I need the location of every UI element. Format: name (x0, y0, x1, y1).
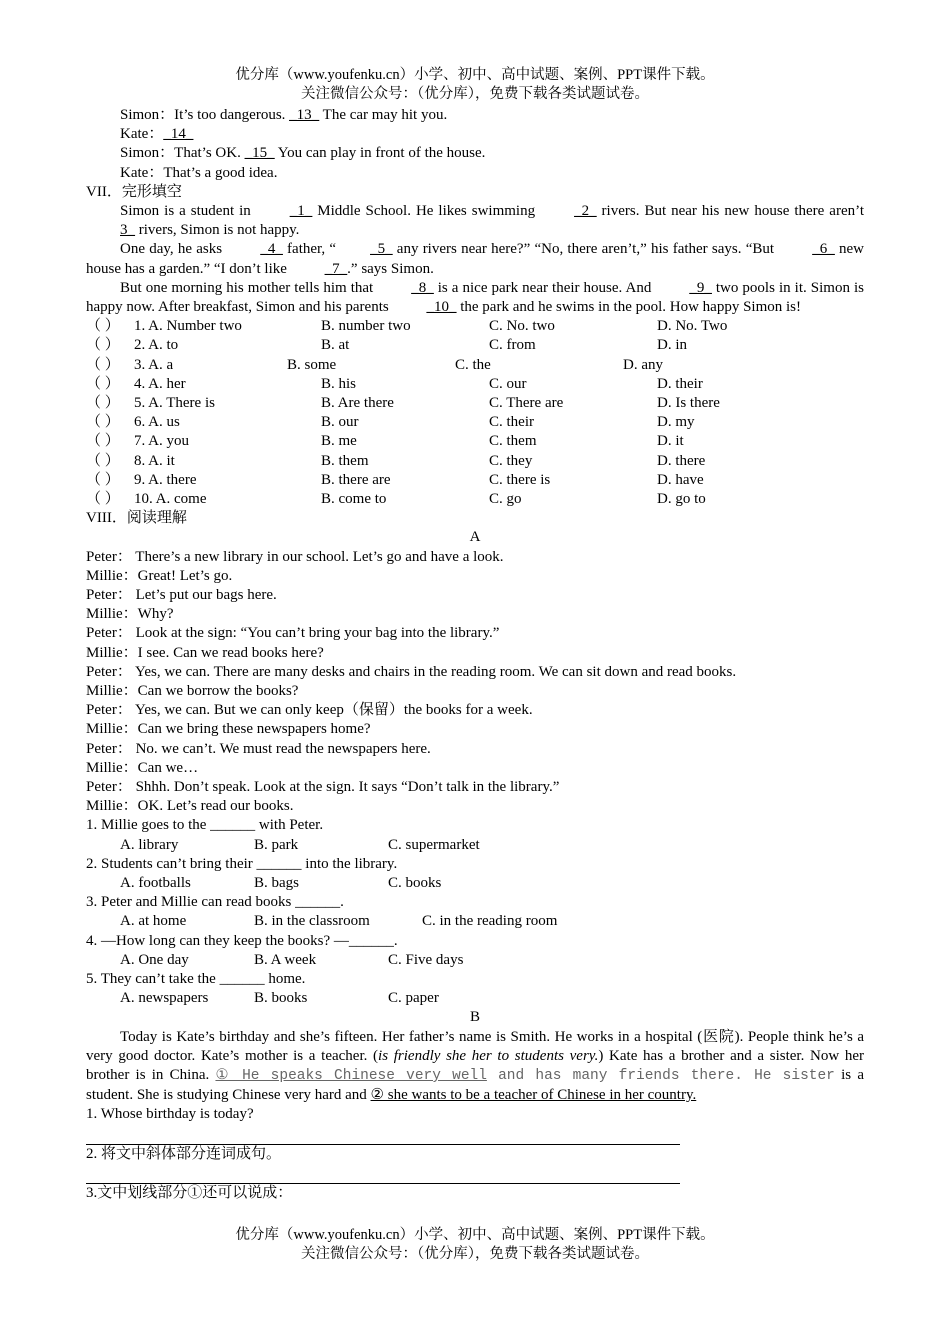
dialogue-line: Millie：OK. Let’s read our books. (86, 798, 294, 815)
reading-question: 2. Students can’t bring their ______ into the library. (86, 855, 398, 872)
option-d[interactable]: D. any (623, 356, 663, 373)
text: But one morning his mother tells him that (120, 279, 378, 296)
answer-bracket[interactable]: （ ） (86, 394, 120, 411)
dialogue-line: Millie：Can we… (86, 759, 199, 776)
answer-bracket[interactable]: （ ） (86, 433, 120, 450)
text: rivers. But near his new house there aren’t (596, 203, 864, 220)
question-stem-option-a[interactable]: 5. A. There is (134, 394, 215, 411)
option-b[interactable]: B. bags (254, 874, 299, 891)
blank-3: 3_ (120, 222, 135, 239)
option-d[interactable]: D. go to (657, 490, 706, 507)
option-a[interactable]: A. One day (120, 951, 189, 968)
option-c[interactable]: C. there is (489, 471, 551, 488)
question-stem-option-a[interactable]: 7. A. you (134, 433, 190, 450)
option-c[interactable]: C. they (489, 452, 533, 469)
blank-15: _15_ (244, 145, 275, 162)
option-d[interactable]: D. have (657, 471, 704, 488)
text: Simon：It’s too dangerous. (120, 107, 290, 123)
section-7-title: VII．完形填空 (86, 183, 182, 200)
answer-line[interactable] (86, 1164, 680, 1184)
dialogue-line: Millie：Why? (86, 606, 174, 623)
option-b[interactable]: B. Are there (321, 394, 394, 411)
blank-4: _4_ (260, 241, 283, 258)
dialogue-line (86, 125, 864, 144)
option-d[interactable]: D. it (657, 433, 684, 450)
dialogue-line: Millie：Can we borrow the books? (86, 682, 299, 699)
cloze-question-row (86, 394, 864, 413)
answer-bracket[interactable]: （ ） (86, 490, 120, 507)
passage-a-label: A (469, 529, 481, 546)
italic-scrambled-sentence: is friendly she her to students very. (378, 1047, 599, 1064)
option-d[interactable]: D. my (657, 414, 695, 431)
option-b[interactable]: B. me (321, 433, 357, 450)
dialogue-line: Millie：Can we bring these newspapers home? (86, 721, 371, 738)
text: The car may hit you. (319, 107, 448, 123)
blank-7: _7_ (324, 260, 348, 277)
option-b[interactable]: B. his (321, 375, 357, 392)
cloze-question-row (86, 317, 864, 336)
option-b[interactable]: B. some (287, 356, 337, 373)
option-c[interactable]: C. their (489, 414, 534, 431)
cloze-question-row (86, 471, 864, 490)
question-stem-option-a[interactable]: 1. A. Number two (134, 318, 242, 335)
cloze-question-row (86, 336, 864, 355)
option-d[interactable]: D. No. Two (657, 318, 728, 335)
text: Kate： (120, 126, 164, 143)
answer-bracket[interactable]: （ ） (86, 452, 120, 469)
dialogue-line: Peter： Yes, we can. There are many desks and chairs in the reading room. We can sit down and read books. (86, 663, 737, 680)
answer-bracket[interactable]: （ ） (86, 414, 120, 431)
cloze-question-list (86, 317, 864, 509)
dialogue-line: Peter： There’s a new library in our school. Let’s go and have a look. (86, 548, 504, 565)
text: the park and he swims in the pool. How happy Simon is! (456, 299, 802, 316)
footer-line-1: 优分库（www.youfenku.cn）小学、初中、高中试题、案例、PPT课件下载。 (235, 1227, 715, 1243)
text: ) Kate has a brother and a sister. Now her brother is in China. (86, 1047, 865, 1083)
option-c[interactable]: C. Five days (388, 951, 464, 968)
option-c[interactable]: C. There are (489, 394, 564, 411)
question-stem-option-a[interactable]: 6. A. us (134, 414, 180, 431)
option-c[interactable]: C. in the reading room (422, 913, 558, 930)
section-8-title: VIII．阅读理解 (86, 510, 187, 527)
answer-bracket[interactable]: （ ） (86, 318, 120, 335)
option-a[interactable]: A. library (120, 836, 179, 853)
blank-2: _2_ (574, 203, 597, 220)
text: any rivers near here?” “No, there aren’t,” his father says. “But (392, 241, 779, 258)
text: .” says Simon. (347, 260, 434, 277)
reading-question: 1. Millie goes to the ______ with Peter. (86, 817, 324, 834)
option-d[interactable]: D. there (657, 452, 706, 469)
option-d[interactable]: D. their (657, 375, 703, 392)
dialogue-line (86, 106, 864, 125)
answer-bracket[interactable]: （ ） (86, 356, 120, 373)
option-b[interactable]: B. A week (254, 951, 317, 968)
reading-question: 5. They can’t take the ______ home. (86, 970, 306, 987)
dialogue-line: Peter： Yes, we can. But we can only keep（保留）the books for a week. (86, 702, 533, 719)
option-b[interactable]: B. in the classroom (254, 913, 370, 930)
dialogue-line: Kate：That’s a good idea. (120, 164, 278, 181)
footer-line-2: 关注微信公众号：（优分库），免费下载各类试题试卷。 (301, 1246, 649, 1262)
reading-dialogue (86, 548, 864, 817)
question-stem-option-a[interactable]: 3. A. a (134, 356, 174, 373)
reading-question: 3. Peter and Millie can read books ______. (86, 894, 344, 911)
text: Middle School. He likes swimming (312, 203, 541, 220)
blank-1: _1_ (289, 203, 313, 220)
option-b[interactable]: B. number two (321, 318, 411, 335)
header-line-1: 优分库（www.youfenku.cn）小学、初中、高中试题、案例、PPT课件下载。 (235, 67, 715, 83)
question-stem-option-a[interactable]: 9. A. there (134, 471, 197, 488)
reading-options (86, 874, 864, 893)
underlined-part-1: ① He speaks Chinese very well (215, 1067, 487, 1084)
question-b-2: 2. 将文中斜体部分连词成句。 (86, 1145, 282, 1162)
option-a[interactable]: A. footballs (120, 874, 191, 891)
cloze-question-row (86, 490, 864, 509)
passage-b-text (86, 1028, 864, 1106)
dialogue-line: Millie：I see. Can we read books here? (86, 644, 324, 661)
option-c[interactable]: C. go (489, 490, 522, 507)
underlined-part-2: ② she wants to be a teacher of Chinese in her country. (370, 1087, 697, 1104)
page-footer (0, 1226, 950, 1264)
text: two pools in it. Simon is happy now. After breakfast, Simon and his parents (86, 279, 864, 316)
option-d[interactable]: D. in (657, 337, 687, 354)
option-c[interactable]: C. from (489, 337, 536, 354)
option-b[interactable]: B. there are (321, 471, 391, 488)
cloze-question-row (86, 452, 864, 471)
reading-question: 4. —How long can they keep the books? —______. (86, 932, 398, 949)
cloze-question-row (86, 356, 864, 375)
passage-b-label: B (469, 1009, 480, 1026)
dialogue-line: Peter： Shhh. Don’t speak. Look at the sign. It says “Don’t talk in the library.” (86, 778, 560, 795)
text: One day, he asks (120, 241, 227, 258)
option-c[interactable]: C. the (455, 356, 491, 373)
option-a[interactable]: A. newspapers (120, 990, 209, 1007)
cloze-question-row (86, 375, 864, 394)
option-b[interactable]: B. park (254, 836, 299, 853)
option-b[interactable]: B. our (321, 414, 359, 431)
option-a[interactable]: A. at home (120, 913, 187, 930)
cloze-paragraph-3 (86, 279, 864, 317)
dialogue-line: Peter： No. we can’t. We must read the newspapers here. (86, 740, 431, 757)
answer-bracket[interactable]: （ ） (86, 337, 120, 354)
blank-14: _14_ (163, 126, 194, 143)
reading-a-question-list (86, 816, 864, 1008)
question-b-3: 3.文中划线部分①还可以说成： (86, 1185, 293, 1202)
cloze-question-row (86, 413, 864, 432)
answer-bracket[interactable]: （ ） (86, 375, 120, 392)
text: and has many friends there. He sister (486, 1067, 835, 1084)
text: rivers, Simon is not happy. (135, 222, 300, 239)
cloze-paragraph-1 (86, 202, 864, 240)
text: Simon：That’s OK. (120, 145, 245, 162)
option-c[interactable]: C. No. two (489, 318, 555, 335)
option-b[interactable]: B. books (254, 990, 308, 1007)
option-c[interactable]: C. books (388, 874, 442, 891)
dialogue-line: Peter： Look at the sign: “You can’t bring your bag into the library.” (86, 625, 500, 642)
text: is a nice park near their house. And (433, 279, 656, 296)
option-b[interactable]: B. them (321, 452, 369, 469)
blank-10: _10_ (426, 299, 457, 316)
question-stem-option-a[interactable]: 10. A. come (134, 490, 207, 507)
answer-bracket[interactable]: （ ） (86, 471, 120, 488)
text: Today is Kate’s birthday and she’s fifteen. Her father’s name is Smith. He works in a hospital (医院). People think he’s a very good doctor. Kate’s mother is a teacher. ( (86, 1028, 864, 1064)
cloze-question-row (86, 432, 864, 451)
question-stem-option-a[interactable]: 8. A. it (134, 452, 175, 469)
question-b-1: 1. Whose birthday is today? (86, 1106, 254, 1123)
dialogue-line: Millie：Great! Let’s go. (86, 567, 233, 584)
option-b[interactable]: B. come to (321, 490, 387, 507)
dialogue-line (86, 144, 864, 163)
blank-8: _8_ (411, 279, 434, 296)
reading-options (86, 951, 864, 970)
blank-5: _5_ (370, 241, 393, 258)
option-c[interactable]: C. supermarket (388, 836, 480, 853)
blank-9: _9_ (689, 279, 712, 296)
blank-6: _6_ (812, 241, 835, 258)
reading-options (86, 836, 864, 855)
header-line-2: 关注微信公众号：（优分库），免费下载各类试题试卷。 (301, 86, 649, 102)
question-stem-option-a[interactable]: 2. A. to (134, 337, 179, 354)
option-b[interactable]: B. at (321, 337, 350, 354)
text: is a student. She is studying Chinese very hard and (86, 1066, 864, 1104)
text: Simon is a student in (120, 203, 256, 220)
answer-line[interactable] (86, 1125, 680, 1145)
option-c[interactable]: C. paper (388, 990, 439, 1007)
cloze-paragraph-2 (86, 240, 864, 278)
option-c[interactable]: C. our (489, 375, 527, 392)
reading-options (86, 989, 864, 1008)
page-header (0, 66, 950, 104)
text: new house has a garden.” “I don’t like (86, 241, 864, 277)
document-body (86, 106, 864, 1203)
option-d[interactable]: D. Is there (657, 394, 720, 411)
dialogue-line: Peter： Let’s put our bags here. (86, 586, 277, 603)
text: father, “ (282, 241, 337, 258)
text: You can play in front of the house. (274, 145, 486, 162)
option-c[interactable]: C. them (489, 433, 537, 450)
reading-options (86, 912, 864, 931)
question-stem-option-a[interactable]: 4. A. her (134, 375, 186, 392)
blank-13: _13_ (289, 107, 320, 123)
